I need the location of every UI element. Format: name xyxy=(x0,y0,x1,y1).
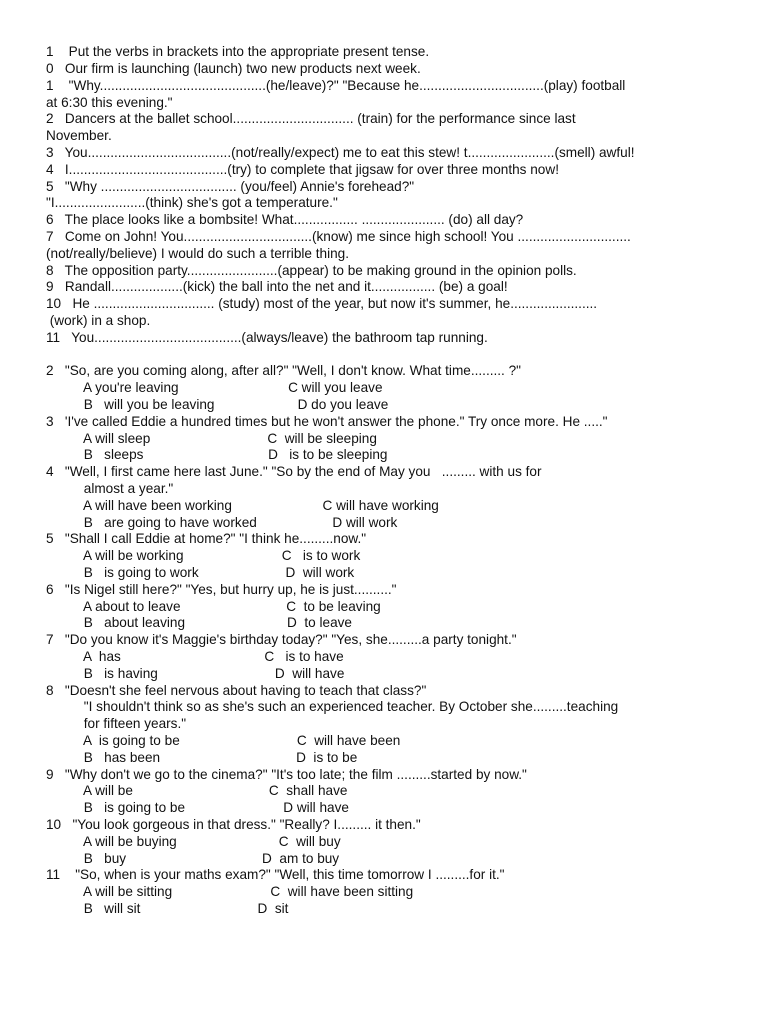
answer-options: A will be C shall have xyxy=(46,783,348,798)
question-line: 6 "Is Nigel still here?" "Yes, but hurry up, he is just.........." xyxy=(46,582,397,597)
answer-options: B will sit D sit xyxy=(46,901,289,916)
exercise-line: (not/really/believe) I would do such a terrible thing. xyxy=(46,246,349,261)
answer-options: B buy D am to buy xyxy=(46,851,340,866)
exercise-line: 2 Dancers at the ballet school................................ (train) for the performance since last xyxy=(46,111,576,126)
answer-options: B is going to be D will have xyxy=(46,800,349,815)
exercise-line: 10 He ................................ (study) most of the year, but now it's summer, he....................... xyxy=(46,296,598,311)
answer-options: A will have been working C will have working xyxy=(46,498,439,513)
question-line: 2 "So, are you coming along, after all?" "Well, I don't know. What time......... ?" xyxy=(46,363,521,378)
exercise-line: at 6:30 this evening." xyxy=(46,95,173,110)
exercise-1-instruction: 1 Put the verbs in brackets into the appropriate present tense. xyxy=(46,44,430,59)
question-line: 8 "Doesn't she feel nervous about having to teach that class?" xyxy=(46,683,427,698)
answer-options: A about to leave C to be leaving xyxy=(46,599,381,614)
question-line: for fifteen years." xyxy=(46,716,187,731)
answer-options: B is going to work D will work xyxy=(46,565,355,580)
answer-options: B is having D will have xyxy=(46,666,345,681)
answer-options: A you're leaving C will you leave xyxy=(46,380,383,395)
exercise-line: 6 The place looks like a bombsite! What................. ...................... (do) all day? xyxy=(46,212,524,227)
exercise-line: 1 "Why............................................(he/leave)?" "Because he.................................(play) football xyxy=(46,78,626,93)
answer-options: B about leaving D to leave xyxy=(46,615,352,630)
question-line: almost a year." xyxy=(46,481,174,496)
answer-options: B will you be leaving D do you leave xyxy=(46,397,389,412)
answer-options: A is going to be C will have been xyxy=(46,733,401,748)
exercise-line: "I........................(think) she's got a temperature." xyxy=(46,195,338,210)
question-line: 3 'I've called Eddie a hundred times but he won't answer the phone." Try once more. He ....." xyxy=(46,414,608,429)
question-line: "I shouldn't think so as she's such an experienced teacher. By October she.........teaching xyxy=(46,699,619,714)
question-line: 9 "Why don't we go to the cinema?" "It's too late; the film .........started by now." xyxy=(46,767,527,782)
answer-options: A will be working C is to work xyxy=(46,548,361,563)
exercise-line: 0 Our firm is launching (launch) two new products next week. xyxy=(46,61,421,76)
answer-options: A has C is to have xyxy=(46,649,344,664)
exercise-line: 8 The opposition party........................(appear) to be making ground in the opinion polls. xyxy=(46,263,577,278)
question-line: 11 "So, when is your maths exam?" "Well, this time tomorrow I .........for it." xyxy=(46,867,505,882)
exercise-line: 7 Come on John! You..................................(know) me since high school! You .............................. xyxy=(46,229,631,244)
question-line: 4 "Well, I first came here last June." "So by the end of May you ......... with us for xyxy=(46,464,542,479)
question-line: 5 "Shall I call Eddie at home?" "I think he.........now." xyxy=(46,531,367,546)
answer-options: A will be buying C will buy xyxy=(46,834,341,849)
exercise-line: 4 I..........................................(try) to complete that jigsaw for over three months now! xyxy=(46,162,559,177)
answer-options: A will sleep C will be sleeping xyxy=(46,431,377,446)
exercise-line: 3 You......................................(not/really/expect) me to eat this stew! t.......................(smell) awful! xyxy=(46,145,635,160)
answer-options: A will be sitting C will have been sitting xyxy=(46,884,414,899)
exercise-line: (work) in a shop. xyxy=(46,313,151,328)
exercise-line: 11 You.......................................(always/leave) the bathroom tap running. xyxy=(46,330,488,345)
answer-options: B sleeps D is to be sleeping xyxy=(46,447,388,462)
answer-options: B has been D is to be xyxy=(46,750,358,765)
answer-options: B are going to have worked D will work xyxy=(46,515,398,530)
question-line: 7 "Do you know it's Maggie's birthday today?" "Yes, she.........a party tonight." xyxy=(46,632,517,647)
question-line: 10 "You look gorgeous in that dress." "Really? I......... it then." xyxy=(46,817,421,832)
exercise-line: 5 "Why .................................... (you/feel) Annie's forehead?" xyxy=(46,179,415,194)
exercise-line: 9 Randall...................(kick) the ball into the net and it................. (be) a goal! xyxy=(46,279,508,294)
exercise-line: November. xyxy=(46,128,112,143)
